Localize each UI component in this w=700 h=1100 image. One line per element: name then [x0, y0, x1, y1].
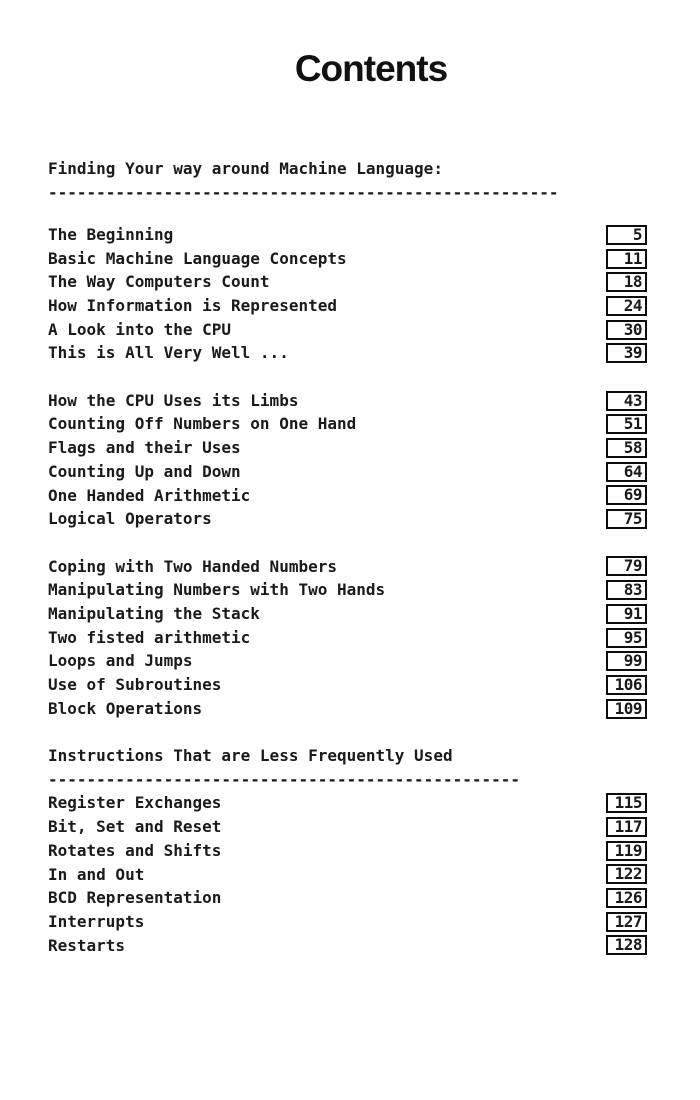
toc-entry-title: How the CPU Uses its Limbs [48, 390, 299, 410]
toc-entry-title: Counting Off Numbers on One Hand [48, 414, 357, 434]
toc-entry [48, 673, 647, 697]
page-number: 83 [623, 580, 642, 600]
toc-entry [48, 934, 647, 958]
toc-section-1 [48, 157, 647, 720]
page-number-box [606, 485, 647, 505]
toc-entry-title: Block Operations [48, 698, 203, 718]
page-number: 115 [614, 793, 642, 813]
toc-entry-title: In and Out [48, 864, 145, 884]
page-number: 99 [623, 651, 642, 671]
page-number: 117 [614, 817, 642, 836]
toc-entry [48, 270, 647, 294]
section-heading: Instructions That are Less Frequently Used [48, 746, 453, 766]
section-heading-underline: ----------------------------------------------------- [48, 182, 559, 202]
page-number: 127 [614, 911, 642, 931]
page-number-box [606, 699, 647, 719]
toc-entry-title: Counting Up and Down [48, 461, 241, 481]
toc-entry-title: One Handed Arithmetic [48, 485, 251, 505]
page-number-box [606, 912, 647, 932]
toc-group-3 [48, 555, 647, 721]
toc-entry-title: Register Exchanges [48, 793, 222, 813]
toc-entry [48, 223, 647, 247]
toc-entry-title: This is All Very Well ... [48, 343, 289, 363]
toc-entry-title: Bit, Set and Reset [48, 817, 222, 837]
page-number-box [606, 225, 647, 245]
section-heading-underline: ------------------------------------------------- [48, 769, 521, 789]
page-number-box [606, 296, 647, 316]
toc-entry [48, 602, 647, 626]
page-number: 43 [623, 390, 642, 410]
toc-entry [48, 839, 647, 863]
toc-entry [48, 791, 647, 815]
page-number-box [606, 604, 647, 624]
toc-entry [48, 863, 647, 887]
page-number: 128 [614, 935, 642, 955]
page-number-box [606, 249, 647, 269]
toc-entry-title: Interrupts [48, 911, 145, 931]
page-number: 18 [623, 272, 642, 292]
page-number-box [606, 438, 647, 458]
page-number: 39 [623, 343, 642, 363]
page-number: 119 [614, 840, 642, 860]
toc-group-2 [48, 389, 647, 531]
toc-entry-title: Coping with Two Handed Numbers [48, 556, 337, 576]
toc-entry [48, 910, 647, 934]
toc-entry-title: Loops and Jumps [48, 651, 193, 671]
toc-entry [48, 484, 647, 508]
toc-entry [48, 649, 647, 673]
page-number: 126 [614, 888, 642, 908]
page-number: 79 [623, 556, 642, 576]
toc-entry-title: Basic Machine Language Concepts [48, 248, 347, 268]
page-number-box [606, 556, 647, 576]
page-number-box [606, 391, 647, 411]
toc-group-4 [48, 791, 647, 957]
page-number-box [606, 651, 647, 671]
page-number: 109 [614, 698, 642, 718]
page-number-box [606, 320, 647, 340]
toc-entry [48, 412, 647, 436]
page-number: 122 [614, 864, 642, 884]
toc-entry [48, 507, 647, 531]
toc-entry [48, 247, 647, 271]
page-number: 106 [614, 674, 642, 694]
toc-entry-title: Logical Operators [48, 509, 212, 529]
toc-entry-title: Use of Subroutines [48, 675, 222, 695]
toc-entry [48, 436, 647, 460]
table-of-contents [48, 157, 647, 957]
toc-entry [48, 460, 647, 484]
page-number-box [606, 414, 647, 434]
page-number: 64 [623, 461, 642, 481]
toc-entry-title: The Way Computers Count [48, 272, 270, 292]
toc-entry-title: Manipulating Numbers with Two Hands [48, 580, 386, 600]
page-number-box [606, 675, 647, 695]
toc-entry [48, 555, 647, 579]
toc-entry [48, 389, 647, 413]
toc-entry-title: BCD Representation [48, 888, 222, 908]
page-number-box [606, 272, 647, 292]
page-number-box [606, 935, 647, 955]
toc-entry-title: Manipulating the Stack [48, 603, 260, 623]
page-title: Contents [294, 48, 448, 89]
toc-entry [48, 341, 647, 365]
page-number: 51 [623, 414, 642, 434]
toc-entry [48, 886, 647, 910]
page-number-box [606, 580, 647, 600]
page-number: 91 [623, 603, 642, 623]
toc-entry-title: Flags and their Uses [48, 438, 241, 458]
toc-entry-title: How Information is Represented [48, 296, 337, 316]
page-number: 75 [623, 509, 642, 529]
toc-entry [48, 697, 647, 721]
page-number: 24 [623, 295, 642, 315]
page-number-box [606, 888, 647, 908]
page-number-box [606, 793, 647, 813]
toc-group-1 [48, 223, 647, 365]
page-number: 58 [623, 438, 642, 457]
toc-entry-title: The Beginning [48, 224, 174, 244]
page-number: 11 [623, 248, 642, 268]
page-number-box [606, 841, 647, 861]
toc-entry-title: Rotates and Shifts [48, 840, 222, 860]
toc-entry [48, 815, 647, 839]
toc-entry [48, 578, 647, 602]
page-number: 5 [632, 224, 642, 244]
toc-entry-title: Two fisted arithmetic [48, 627, 251, 647]
page-number-box [606, 462, 647, 482]
page-number-box [606, 817, 647, 837]
toc-section-2 [48, 744, 647, 957]
page-number-box [606, 343, 647, 363]
section-heading: Finding Your way around Machine Language: [48, 159, 443, 178]
page-number-box [606, 628, 647, 648]
toc-entry-title: Restarts [48, 935, 126, 955]
toc-entry [48, 626, 647, 650]
page-number-box [606, 864, 647, 884]
toc-entry [48, 294, 647, 318]
page-number: 30 [623, 319, 642, 339]
page-number: 95 [623, 627, 642, 647]
page-number: 69 [623, 485, 642, 505]
toc-entry [48, 318, 647, 342]
page-number-box [606, 509, 647, 529]
toc-entry-title: A Look into the CPU [48, 319, 232, 339]
